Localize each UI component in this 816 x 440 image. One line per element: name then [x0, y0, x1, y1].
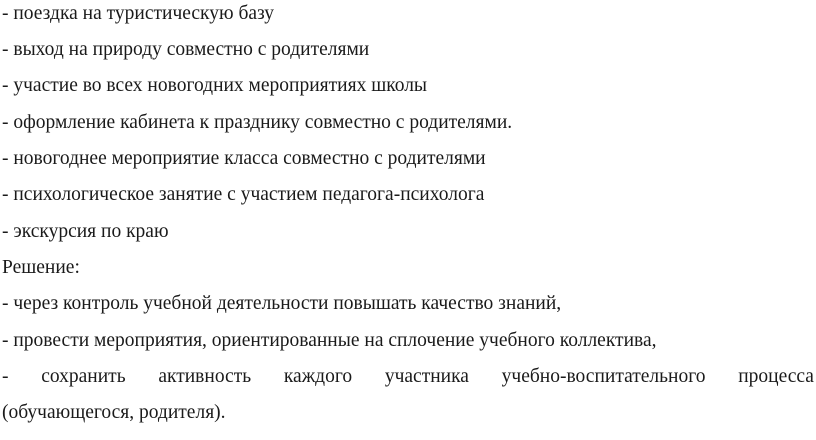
list-item: - участие во всех новогодних мероприятиях школы: [2, 75, 428, 96]
list-item: - выход на природу совместно с родителями: [2, 39, 370, 60]
word: -: [2, 366, 9, 387]
word: участника: [384, 366, 469, 387]
list-item: - психологическое занятие с участием педагога-психолога: [2, 184, 485, 205]
paragraph-tail: (обучающегося, родителя).: [2, 402, 226, 423]
word: активность: [158, 366, 252, 387]
word: учебно-воспитательного: [501, 366, 706, 387]
word: процесса: [738, 366, 814, 387]
list-item: - провести мероприятия, ориентированные на сплочение учебного коллектива,: [2, 330, 657, 351]
list-item: - оформление кабинета к празднику совместно с родителями.: [2, 112, 513, 133]
section-heading: Решение:: [2, 257, 80, 278]
list-item: - новогоднее мероприятие класса совместно с родителями: [2, 148, 486, 169]
list-item: - через контроль учебной деятельности повышать качество знаний,: [2, 293, 562, 314]
list-item: - поездка на туристическую базу: [2, 3, 275, 24]
justified-line: [2, 365, 814, 389]
word: каждого: [283, 366, 353, 387]
word: сохранить: [41, 366, 126, 387]
list-item: - экскурсия по краю: [2, 221, 169, 242]
